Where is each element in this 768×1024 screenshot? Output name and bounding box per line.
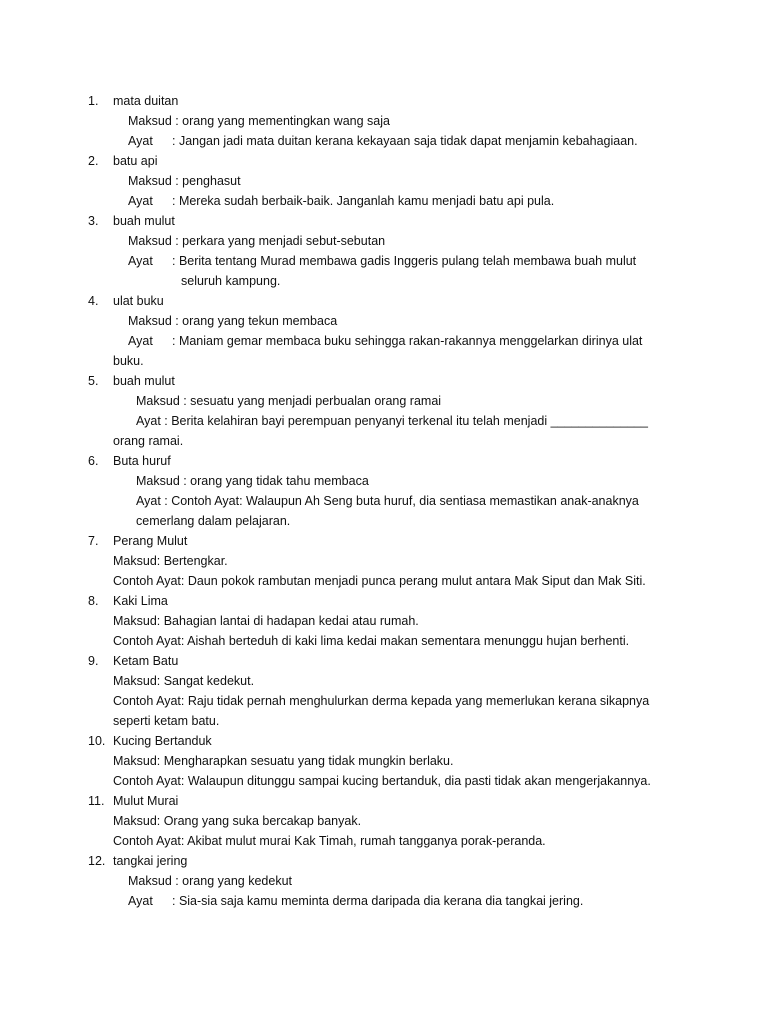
list-item bbox=[0, 291, 768, 311]
example-line bbox=[0, 191, 768, 211]
meaning-text: Maksud: Mengharapkan sesuatu yang tidak mungkin berlaku. bbox=[113, 754, 454, 768]
example-line bbox=[0, 331, 768, 351]
example-line bbox=[0, 571, 768, 591]
meaning-text: Maksud: Sangat kedekut. bbox=[113, 674, 255, 688]
example-text: : Jangan jadi mata duitan kerana kekayaan saja tidak dapat menjamin kebahagiaan. bbox=[172, 134, 638, 148]
meaning-line bbox=[0, 231, 768, 251]
item-title: buah mulut bbox=[113, 214, 175, 228]
example-text-cont: cemerlang dalam pelajaran. bbox=[136, 514, 291, 528]
item-title: buah mulut bbox=[113, 374, 175, 388]
item-title: Kucing Bertanduk bbox=[113, 734, 212, 748]
example-text: Contoh Ayat: Aishah berteduh di kaki lima kedai makan sementara menunggu hujan berhenti. bbox=[113, 634, 630, 648]
list-item bbox=[0, 371, 768, 391]
example-label: Ayat bbox=[128, 134, 153, 148]
list-item bbox=[0, 791, 768, 811]
list-item bbox=[0, 591, 768, 611]
meaning-line bbox=[0, 111, 768, 131]
example-text: Contoh Ayat: Daun pokok rambutan menjadi punca perang mulut antara Mak Siput dan Mak Siti. bbox=[113, 574, 646, 588]
example-text: : Mereka sudah berbaik-baik. Janganlah kamu menjadi batu api pula. bbox=[172, 194, 555, 208]
example-label: Ayat bbox=[128, 894, 153, 908]
list-item bbox=[0, 731, 768, 751]
example-text: Ayat : Berita kelahiran bayi perempuan penyanyi terkenal itu telah menjadi ______________ bbox=[136, 414, 648, 428]
example-line bbox=[0, 771, 768, 791]
example-line bbox=[0, 491, 768, 511]
example-continuation bbox=[0, 271, 768, 291]
example-text: Contoh Ayat: Walaupun ditunggu sampai kucing bertanduk, dia pasti tidak akan mengerjakannya. bbox=[113, 774, 651, 788]
example-line bbox=[0, 891, 768, 911]
example-label: Ayat bbox=[128, 334, 153, 348]
example-text: Ayat : Contoh Ayat: Walaupun Ah Seng buta huruf, dia sentiasa memastikan anak-anaknya bbox=[136, 494, 639, 508]
meaning-text: Maksud : perkara yang menjadi sebut-sebutan bbox=[128, 234, 386, 248]
item-number: 11. bbox=[88, 794, 105, 808]
meaning-line bbox=[0, 551, 768, 571]
list-item bbox=[0, 151, 768, 171]
meaning-text: Maksud : orang yang tekun membaca bbox=[128, 314, 338, 328]
example-text-cont: seluruh kampung. bbox=[181, 274, 281, 288]
item-number: 9. bbox=[88, 654, 99, 668]
meaning-text: Maksud: Bertengkar. bbox=[113, 554, 228, 568]
example-label: Ayat bbox=[128, 194, 153, 208]
item-number: 7. bbox=[88, 534, 99, 548]
example-line bbox=[0, 411, 768, 431]
meaning-line bbox=[0, 171, 768, 191]
example-label: Ayat bbox=[128, 254, 153, 268]
example-line bbox=[0, 831, 768, 851]
item-number: 1. bbox=[88, 94, 99, 108]
example-continuation bbox=[0, 431, 768, 451]
item-number: 3. bbox=[88, 214, 99, 228]
item-title: Perang Mulut bbox=[113, 534, 188, 548]
list-item bbox=[0, 91, 768, 111]
list-item bbox=[0, 851, 768, 871]
example-text: : Sia-sia saja kamu meminta derma daripada dia kerana dia tangkai jering. bbox=[172, 894, 584, 908]
item-number: 8. bbox=[88, 594, 99, 608]
example-text: : Berita tentang Murad membawa gadis Inggeris pulang telah membawa buah mulut bbox=[172, 254, 637, 268]
meaning-text: Maksud: Bahagian lantai di hadapan kedai atau rumah. bbox=[113, 614, 419, 628]
item-title: Mulut Murai bbox=[113, 794, 179, 808]
item-title: Buta huruf bbox=[113, 454, 171, 468]
meaning-line bbox=[0, 611, 768, 631]
example-continuation bbox=[0, 711, 768, 731]
item-title: mata duitan bbox=[113, 94, 179, 108]
example-line bbox=[0, 251, 768, 271]
item-title: Kaki Lima bbox=[113, 594, 168, 608]
item-number: 12. bbox=[88, 854, 106, 868]
example-text: : Maniam gemar membaca buku sehingga rakan-rakannya menggelarkan dirinya ulat bbox=[172, 334, 643, 348]
item-number: 2. bbox=[88, 154, 99, 168]
meaning-text: Maksud : penghasut bbox=[128, 174, 241, 188]
example-line bbox=[0, 631, 768, 651]
meaning-text: Maksud: Orang yang suka bercakap banyak. bbox=[113, 814, 362, 828]
list-item bbox=[0, 531, 768, 551]
list-item bbox=[0, 451, 768, 471]
meaning-line bbox=[0, 471, 768, 491]
item-title: tangkai jering bbox=[113, 854, 188, 868]
example-text: Contoh Ayat: Raju tidak pernah menghulurkan derma kepada yang memerlukan kerana sikapnya bbox=[113, 694, 650, 708]
item-title: ulat buku bbox=[113, 294, 164, 308]
meaning-line bbox=[0, 751, 768, 771]
meaning-text: Maksud : orang yang tidak tahu membaca bbox=[136, 474, 369, 488]
meaning-line bbox=[0, 811, 768, 831]
example-text-cont: orang ramai. bbox=[113, 434, 184, 448]
meaning-line bbox=[0, 871, 768, 891]
example-line bbox=[0, 131, 768, 151]
list-item bbox=[0, 211, 768, 231]
example-text: Contoh Ayat: Akibat mulut murai Kak Timah, rumah tangganya porak-peranda. bbox=[113, 834, 546, 848]
meaning-text: Maksud : sesuatu yang menjadi perbualan orang ramai bbox=[136, 394, 442, 408]
example-continuation bbox=[0, 511, 768, 531]
item-number: 4. bbox=[88, 294, 99, 308]
example-continuation bbox=[0, 351, 768, 371]
item-number: 10. bbox=[88, 734, 106, 748]
meaning-line bbox=[0, 671, 768, 691]
meaning-line bbox=[0, 391, 768, 411]
meaning-line bbox=[0, 311, 768, 331]
item-number: 6. bbox=[88, 454, 99, 468]
item-title: batu api bbox=[113, 154, 158, 168]
example-line bbox=[0, 691, 768, 711]
example-text-cont: buku. bbox=[113, 354, 144, 368]
item-title: Ketam Batu bbox=[113, 654, 179, 668]
item-number: 5. bbox=[88, 374, 99, 388]
list-item bbox=[0, 651, 768, 671]
example-text-cont: seperti ketam batu. bbox=[113, 714, 220, 728]
meaning-text: Maksud : orang yang mementingkan wang saja bbox=[128, 114, 390, 128]
meaning-text: Maksud : orang yang kedekut bbox=[128, 874, 292, 888]
document-page bbox=[0, 91, 768, 911]
